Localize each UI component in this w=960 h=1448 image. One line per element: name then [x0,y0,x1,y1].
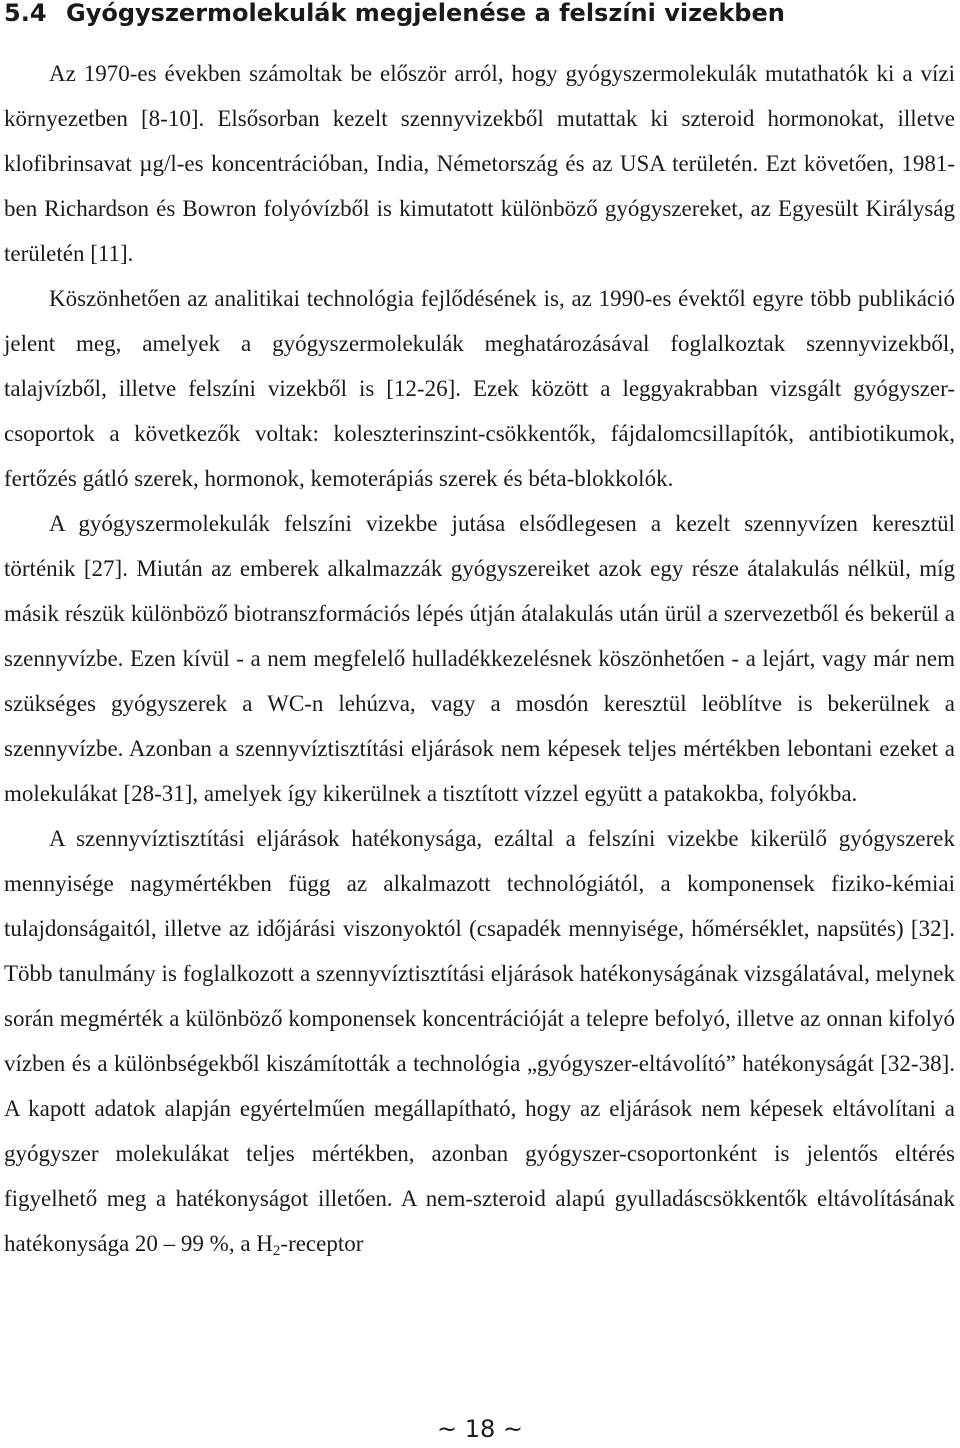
paragraph-4 [4,816,955,1266]
section-title: Gyógyszermolekulák megjelenése a felszíni vizekben [66,0,785,27]
subscript-2: 2 [272,1243,281,1259]
paragraph-1: Az 1970-es években számoltak be először arról, hogy gyógyszermolekulák mutathatók ki a vízi környezetben [8-10]. Elsősorban kezelt szennyvizekből mutattak ki szteroid hormonokat, illetve klofibrinsavat µg/l-es koncentrációban, India, Németország és az USA területén. Ezt követően, 1981-ben Richardson és Bowron folyóvízből is kimutatott különböző gyógyszereket, az Egyesült Királyság területén [11]. [4,61,955,266]
paragraph-4-text: A szennyvíztisztítási eljárások hatékonysága, ezáltal a felszíni vizekbe kikerülő gyógyszerek mennyisége nagymértékben függ az alkalmazott technológiától, a komponensek fiziko-kémiai tulajdonságaitól, illetve az időjárási viszonyoktól (csapadék mennyisége, hőmérséklet, napsütés) [32]. Több tanulmány is foglalkozott a szennyvíztisztítási eljárások hatékonyságának vizsgálatával, melynek során megmérték a különböző komponensek koncentrációját a telepre befolyó, illetve az onnan kifolyó vízben és a különbségekből kiszámították a technológia „gyógyszer-eltávolító” hatékonyságát [32-38]. A kapott adatok alapján egyértelműen megállapítható, hogy az eljárások nem képesek eltávolítani a gyógyszer molekulákat teljes mértékben, azonban gyógyszer-csoportonként is jelentős eltérés figyelhető meg a hatékonyságot illetően. A nem-szteroid alapú gyulladáscsökkentők eltávolításának hatékonysága 20 – 99 %, a H [4,826,955,1256]
page-number: ~ 18 ~ [436,1415,523,1443]
section-number: 5.4 [4,0,47,27]
paragraph-3: A gyógyszermolekulák felszíni vizekbe jutása elsődlegesen a kezelt szennyvízen keresztül történik [27]. Miután az emberek alkalmazzák gyógyszereiket azok egy része átalakulás nélkül, míg másik részük különböző biotranszformációs lépés útján átalakulás után ürül a szervezetből és bekerül a szennyvízbe. Ezen kívül - a nem megfelelő hulladékkezelésnek köszönhetően - a lejárt, vagy már nem szükséges gyógyszerek a WC-n lehúzva, vagy a mosdón keresztül leöblítve is bekerülnek a szennyvízbe. Azonban a szennyvíztisztítási eljárások nem képesek teljes mértékben lebontani ezeket a molekulákat [28-31], amelyek így kikerülnek a tisztított vízzel együtt a patakokba, folyókba. [4,511,955,806]
body-text [4,51,955,1266]
paragraph-2: Köszönhetően az analitikai technológia fejlődésének is, az 1990-es évektől egyre több publikáció jelent meg, amelyek a gyógyszermolekulák meghatározásával foglalkoztak szennyvizekből, talajvízből, illetve felszíni vizekből is [12-26]. Ezek között a leggyakrabban vizsgált gyógyszer-csoportok a következők voltak: koleszterinszint-csökkentők, fájdalomcsillapítók, antibiotikumok, fertőzés gátló szerek, hormonok, kemoterápiás szerek és béta-blokkolók. [4,286,955,491]
paragraph-4-tail: -receptor [280,1231,364,1256]
section-heading [4,0,956,32]
